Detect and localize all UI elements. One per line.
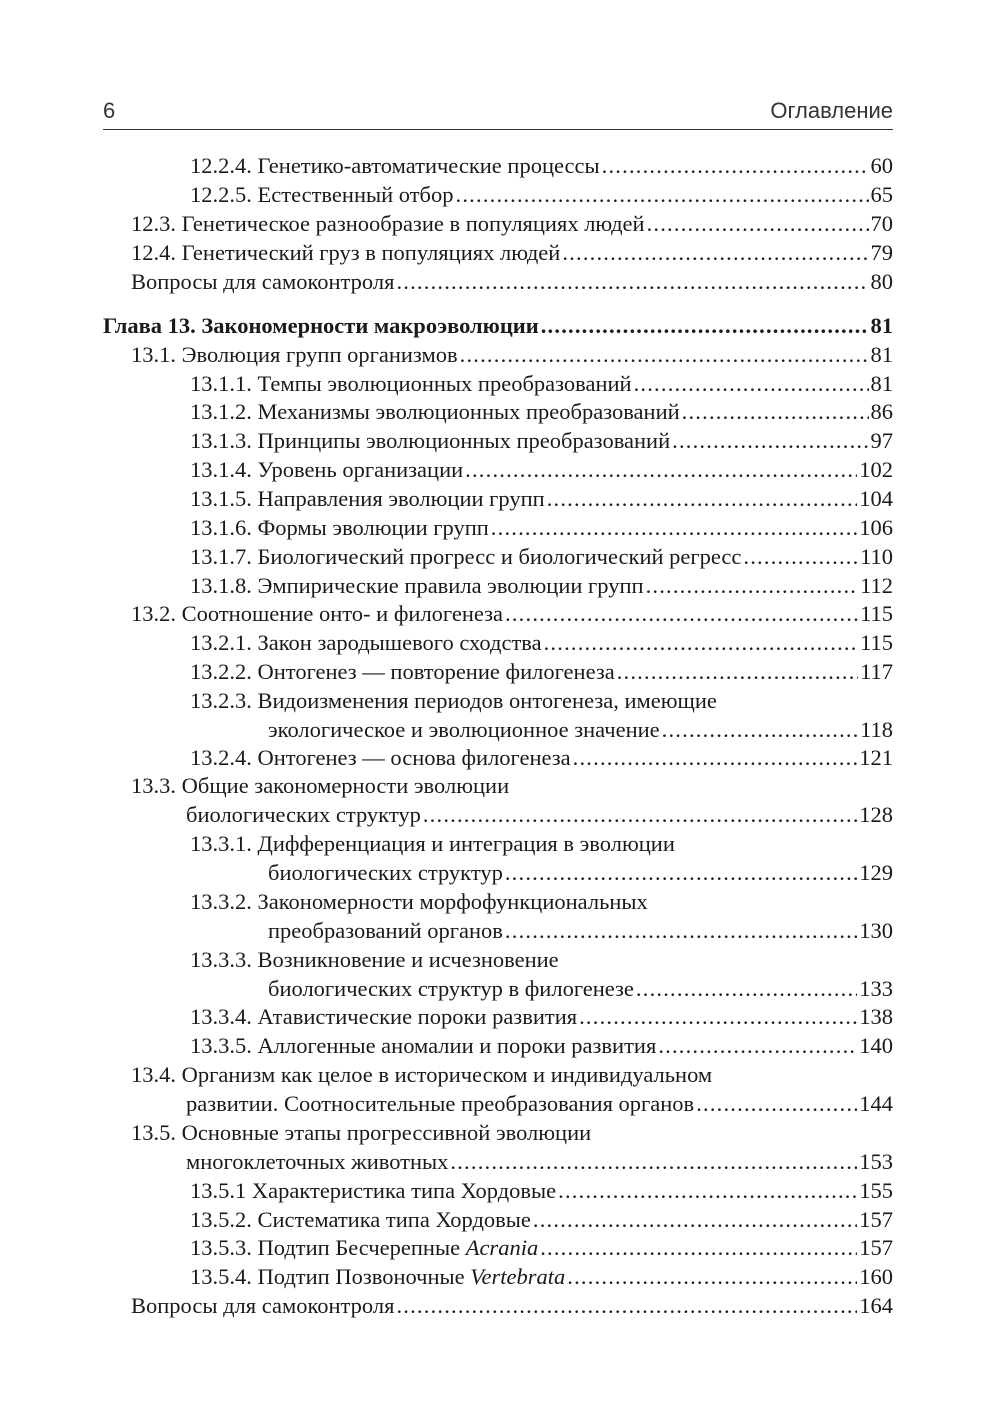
toc-page-number: 86 <box>870 399 893 424</box>
leader-dots <box>682 398 869 426</box>
toc-entry-title: экологическое и эволюционное значение <box>268 716 660 742</box>
page-number: 6 <box>103 98 116 123</box>
toc-entry-title: 12.2.5. Естественный отбор <box>190 182 454 207</box>
leader-dots <box>540 1234 857 1262</box>
toc-entry-title: развитии. Соотносительные преобразования органов <box>186 1090 695 1116</box>
leader-dots <box>743 543 858 571</box>
toc-entry-title: 13.3.1. Дифференциация и интеграция в эволюции <box>190 831 675 856</box>
toc-entry-title: 13.3.4. Атавистические пороки развития <box>190 1004 578 1029</box>
leader-dots <box>505 600 858 628</box>
toc-entry-title: 13.1. Эволюция групп организмов <box>131 342 458 367</box>
toc-entry-title: 12.2.4. Генетико-автоматические процессы <box>190 153 600 178</box>
toc-entry-title: 13.1.1. Темпы эволюционных преобразований <box>190 371 632 396</box>
toc-page-number: 157 <box>859 1207 893 1232</box>
leader-dots <box>396 1292 857 1320</box>
toc-page-number: 164 <box>859 1293 893 1318</box>
toc-page-number: 157 <box>859 1235 893 1260</box>
toc-page-number: 115 <box>860 630 893 655</box>
toc-entry-title: 12.3. Генетическое разнообразие в популяциях людей <box>131 211 645 236</box>
toc-page-number: 160 <box>859 1264 893 1289</box>
toc-entry-latin-name: Acrania <box>465 1235 539 1260</box>
toc-entry-title: Глава 13. Закономерности макроэволюции <box>103 313 539 338</box>
toc-entry-title: 13.1.6. Формы эволюции групп <box>190 515 489 540</box>
toc-entry-title: 13.1.7. Биологический прогресс и биологический регресс <box>190 544 742 569</box>
leader-dots <box>505 859 857 887</box>
leader-dots <box>460 341 869 369</box>
leader-dots <box>558 1177 857 1205</box>
leader-dots <box>465 456 857 484</box>
header-rule <box>103 129 893 130</box>
toc-entry-title: 13.1.3. Принципы эволюционных преобразований <box>190 428 671 453</box>
toc-page-number: 97 <box>870 428 893 453</box>
leader-dots <box>636 975 857 1003</box>
toc-entry-title: 13.2.3. Видоизменения периодов онтогенеза, имеющие <box>190 688 717 713</box>
toc-page-number: 81 <box>870 313 893 338</box>
toc-entry-title: 12.4. Генетический груз в популяциях людей <box>131 240 561 265</box>
toc-entry-title: 13.3.2. Закономерности морфофункциональных <box>190 889 648 914</box>
toc-page-number: 65 <box>870 182 893 207</box>
toc-entry-title: 13.4. Организм как целое в историческом и индивидуальном <box>131 1062 713 1087</box>
toc-entry-title: преобразований органов <box>268 917 503 943</box>
toc-entry-title: 13.2.1. Закон зародышевого сходства <box>190 630 542 655</box>
toc-entry-title: биологических структур в филогенезе <box>268 975 634 1001</box>
toc-entry-title: 13.5.2. Систематика типа Хордовые <box>190 1207 531 1232</box>
toc-page-number: 81 <box>870 371 893 396</box>
toc-page-number: 104 <box>859 486 893 511</box>
leader-dots <box>541 312 869 340</box>
leader-dots <box>450 1148 857 1176</box>
leader-dots <box>579 1003 857 1031</box>
leader-dots <box>658 1032 857 1060</box>
toc-entry-title: 13.5.4. Подтип Позвоночные Vertebrata <box>190 1264 566 1289</box>
leader-dots <box>396 268 868 296</box>
toc-page-number: 80 <box>870 269 893 294</box>
toc-page-number: 110 <box>860 544 893 569</box>
toc-page-number: 130 <box>859 917 893 943</box>
toc-page-number: 140 <box>859 1033 893 1058</box>
toc-entry-title: 13.5.1 Характеристика типа Хордовые <box>190 1178 557 1203</box>
toc-page-number: 70 <box>870 211 893 236</box>
leader-dots <box>423 801 857 829</box>
toc-entry-title: 13.1.2. Механизмы эволюционных преобразований <box>190 399 680 424</box>
leader-dots <box>491 514 857 542</box>
leader-dots <box>634 370 869 398</box>
toc-entry-latin-name: Vertebrata <box>470 1264 566 1289</box>
toc-entry-title: 13.3. Общие закономерности эволюции <box>131 773 510 798</box>
toc-page-number: 144 <box>859 1090 893 1116</box>
toc-entry-title: Вопросы для самоконтроля <box>131 1293 395 1318</box>
toc-entry-title: 13.1.5. Направления эволюции групп <box>190 486 545 511</box>
leader-dots <box>573 744 858 772</box>
toc-page-number: 102 <box>859 457 893 482</box>
toc-page-number: 79 <box>870 240 893 265</box>
toc-entry-title: биологических структур <box>186 801 421 827</box>
toc-entry-title: 13.5. Основные этапы прогрессивной эволюции <box>131 1120 592 1145</box>
toc-page-number: 117 <box>860 659 893 684</box>
toc-page-number: 153 <box>859 1148 893 1174</box>
toc-page-number: 115 <box>860 601 893 626</box>
toc-page-number: 129 <box>859 859 893 885</box>
page-header <box>103 98 893 130</box>
toc-page-number: 106 <box>859 515 893 540</box>
toc-entry-title: 13.1.4. Уровень организации <box>190 457 464 482</box>
toc-entry-title: 13.3.5. Аллогенные аномалии и пороки развития <box>190 1033 657 1058</box>
leader-dots <box>533 1206 857 1234</box>
toc-page-number: 155 <box>859 1178 893 1203</box>
leader-dots <box>456 181 869 209</box>
running-title: Оглавление <box>770 98 893 123</box>
toc-entry-title: 13.3.3. Возникновение и исчезновение <box>190 947 559 972</box>
leader-dots <box>696 1090 857 1118</box>
toc-entry-title: 13.2.4. Онтогенез — основа филогенеза <box>190 745 571 770</box>
leader-dots <box>646 572 859 600</box>
toc-entry-title: 13.2.2. Онтогенез — повторение филогенеза <box>190 659 615 684</box>
leader-dots <box>662 716 858 744</box>
toc-page-number: 133 <box>859 975 893 1001</box>
toc-page-number: 128 <box>859 801 893 827</box>
leader-dots <box>547 485 858 513</box>
toc-page-number: 60 <box>870 153 893 178</box>
leader-dots <box>602 152 869 180</box>
toc-entry-title: биологических структур <box>268 859 503 885</box>
toc-entry-title: Вопросы для самоконтроля <box>131 269 395 294</box>
leader-dots <box>544 629 858 657</box>
leader-dots <box>647 210 869 238</box>
leader-dots <box>562 239 868 267</box>
toc-page-number: 112 <box>860 573 893 598</box>
toc-page-number: 118 <box>860 716 893 742</box>
toc-page-number: 121 <box>859 745 893 770</box>
leader-dots <box>505 917 857 945</box>
toc-entry-title: многоклеточных животных <box>186 1148 449 1174</box>
toc-entry-title: 13.2. Соотношение онто- и филогенеза <box>131 601 504 626</box>
leader-dots <box>567 1263 857 1291</box>
toc-page-number: 81 <box>870 342 893 367</box>
toc-entry-title: 13.5.3. Подтип Бесчерепные Acrania <box>190 1235 539 1260</box>
toc-entry-title: 13.1.8. Эмпирические правила эволюции групп <box>190 573 644 598</box>
toc-page-number: 138 <box>859 1004 893 1029</box>
leader-dots <box>672 427 868 455</box>
leader-dots <box>617 658 858 686</box>
